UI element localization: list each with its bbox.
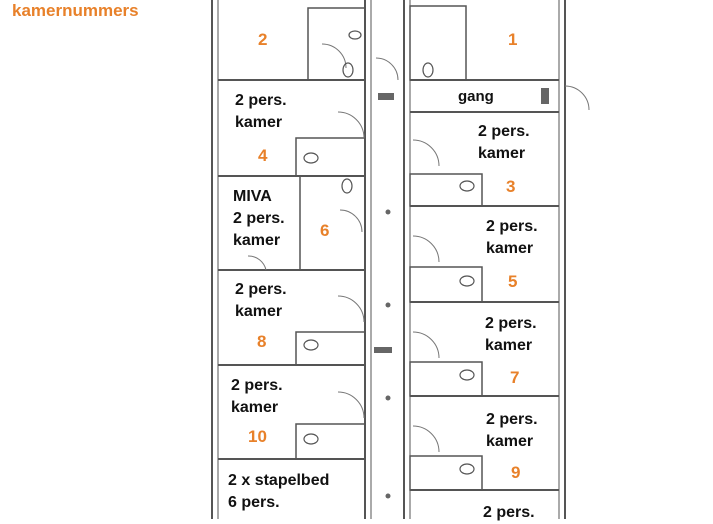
toilet-room-9 — [460, 464, 474, 474]
corridor-light-2 — [386, 303, 391, 308]
corridor-light-1 — [386, 210, 391, 215]
room-label-line: 2 pers. — [478, 123, 530, 140]
room-label-line: kamer — [478, 145, 526, 162]
fuse-box-symbol — [541, 88, 549, 104]
toilet-room-3 — [460, 181, 474, 191]
room-11-label — [483, 502, 535, 524]
room-7-label — [485, 313, 537, 357]
room-label-line: 2 pers. — [483, 504, 535, 521]
room-label-line: kamer — [486, 240, 534, 257]
fire-equipment-symbol-2 — [374, 347, 392, 353]
room-6-label — [233, 186, 285, 252]
door-arc-exit — [565, 86, 589, 110]
fire-equipment-symbol — [378, 93, 394, 100]
room-number-10: 10 — [248, 427, 267, 446]
door-arc-room-7 — [413, 332, 439, 358]
room-label-line: kamer — [233, 232, 281, 249]
bathroom-room-2 — [308, 8, 365, 80]
room-5-label — [486, 216, 538, 260]
door-arc-room-3 — [413, 140, 439, 166]
door-arc-room-5 — [413, 236, 439, 262]
door-arc-bath-2 — [322, 44, 346, 68]
room-10-label — [231, 375, 283, 419]
room-number-5: 5 — [508, 272, 518, 291]
room-8-label — [235, 279, 287, 323]
room-label-line: 6 pers. — [228, 494, 280, 511]
corridor-light-3 — [386, 396, 391, 401]
door-arc-room-4 — [338, 112, 364, 138]
room-label-line: kamer — [486, 433, 534, 450]
room-label-line: kamer — [235, 303, 283, 320]
room-label-line: kamer — [485, 337, 533, 354]
bathroom-room-6 — [300, 176, 365, 270]
room-12-label — [228, 470, 329, 514]
room-label-line: 2 pers. — [233, 210, 285, 227]
toilet-room-10 — [304, 434, 318, 444]
room-number-1: 1 — [508, 30, 518, 49]
door-arc-room-8 — [338, 296, 364, 322]
bathroom-room-1 — [410, 6, 466, 80]
door-arc-room-2 — [376, 58, 398, 80]
room-number-7: 7 — [510, 368, 520, 387]
door-arc-room-6 — [340, 210, 362, 232]
room-number-8: 8 — [257, 332, 267, 351]
room-9-label — [486, 409, 538, 453]
room-number-3: 3 — [506, 177, 516, 196]
door-arc-miva — [248, 256, 266, 270]
sink-room-2 — [349, 31, 361, 39]
room-label-line: kamer — [235, 114, 283, 131]
room-number-2: 2 — [258, 30, 268, 49]
toilet-room-7 — [460, 370, 474, 380]
corridor-light-4 — [386, 494, 391, 499]
room-label-line: 2 pers. — [231, 377, 283, 394]
room-label-line: 2 pers. — [235, 281, 287, 298]
room-label-line: 2 pers. — [235, 92, 287, 109]
room-label-line: MIVA — [233, 188, 272, 205]
room-number-9: 9 — [511, 463, 521, 482]
corridor-label: gang — [458, 88, 494, 105]
door-arc-room-9 — [413, 426, 439, 452]
room-label-line: 2 pers. — [486, 411, 538, 428]
bathroom-room-4 — [296, 138, 365, 176]
toilet-room-5 — [460, 276, 474, 286]
toilet-room-4 — [304, 153, 318, 163]
toilet-room-8 — [304, 340, 318, 350]
bathroom-room-10 — [296, 424, 365, 459]
room-3-label — [478, 121, 530, 165]
toilet-room-6 — [342, 179, 352, 193]
room-number-6: 6 — [320, 221, 330, 240]
room-number-4: 4 — [258, 146, 268, 165]
room-label-line: 2 pers. — [485, 315, 537, 332]
door-arc-room-10 — [338, 392, 364, 418]
toilet-room-1 — [423, 63, 433, 77]
room-label-line: 2 pers. — [486, 218, 538, 235]
toilet-room-2 — [343, 63, 353, 77]
room-label-line: kamer — [231, 399, 279, 416]
room-4-label — [235, 90, 287, 134]
room-label-line: 2 x stapelbed — [228, 472, 330, 489]
legend-title: kamernummers — [12, 1, 139, 20]
